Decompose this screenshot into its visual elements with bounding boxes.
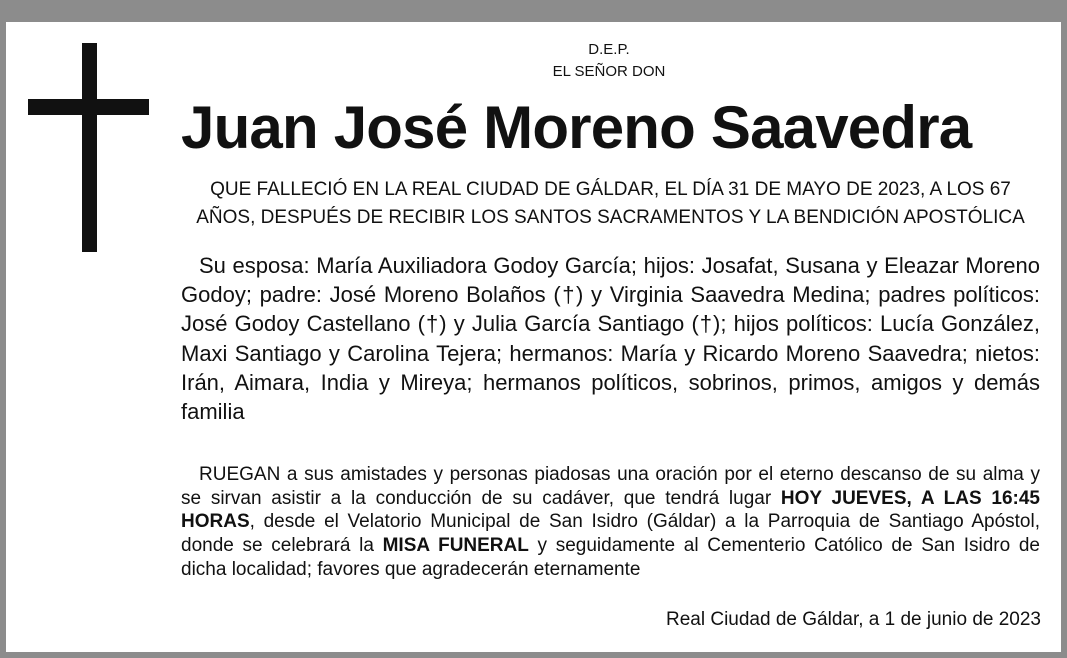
death-notice-line-1: QUE FALLECIÓ EN LA REAL CIUDAD DE GÁLDAR, EL DÍA 31 DE MAYO DE 2023, A LOS 67 (210, 179, 1011, 200)
death-notice-line-2: AÑOS, DESPUÉS DE RECIBIR LOS SANTOS SACRAMENTOS Y LA BENDICIÓN APOSTÓLICA (196, 207, 1025, 228)
honorific-heading: EL SEÑOR DON (552, 63, 666, 80)
request-time-bold: HOY JUEVES, A LAS 16:45 HORAS (181, 487, 1040, 533)
cross-horizontal-bar (28, 99, 149, 115)
death-notice (181, 176, 1040, 232)
family-paragraph: Su esposa: María Auxiliadora Godoy García; hijos: Josafat, Susana y Eleazar Moreno Godoy; padre: José Moreno Bolaños (†) y Virginia Saavedra Medina; padres políticos: José Godoy Castellano (†) y Julia García Santiago (†); hijos políticos: Lucía González, Maxi Santiago y Carolina Tejera; hermanos: María y Ricardo Moreno Saavedra; nietos: Irán, Aimara, India y Mireya; hermanos políticos, sobrinos, primos, amigos y demás familia (181, 253, 1040, 425)
dep-heading: D.E.P. (588, 41, 630, 58)
request-text-2: , desde el Velatorio Municipal de San Isidro (Gáldar) a la Parroquia de Santiago Apóstol, donde se celebrará la (181, 511, 1040, 557)
request-text-1: RUEGAN a sus amistades y personas piadosas una oración por el eterno descanso de su alma y se sirvan asistir a la conducción de su cadáver, que tendrá lugar (181, 464, 1040, 509)
deceased-name: Juan José Moreno Saavedra (181, 94, 972, 161)
request-paragraph (181, 463, 1040, 582)
dateline: Real Ciudad de Gáldar, a 1 de junio de 2023 (666, 609, 1041, 630)
request-text-3: y seguidamente al Cementerio Católico de San Isidro de dicha localidad; favores que agradecerán eternamente (181, 535, 1040, 580)
request-mass-bold: MISA FUNERAL (382, 535, 529, 557)
